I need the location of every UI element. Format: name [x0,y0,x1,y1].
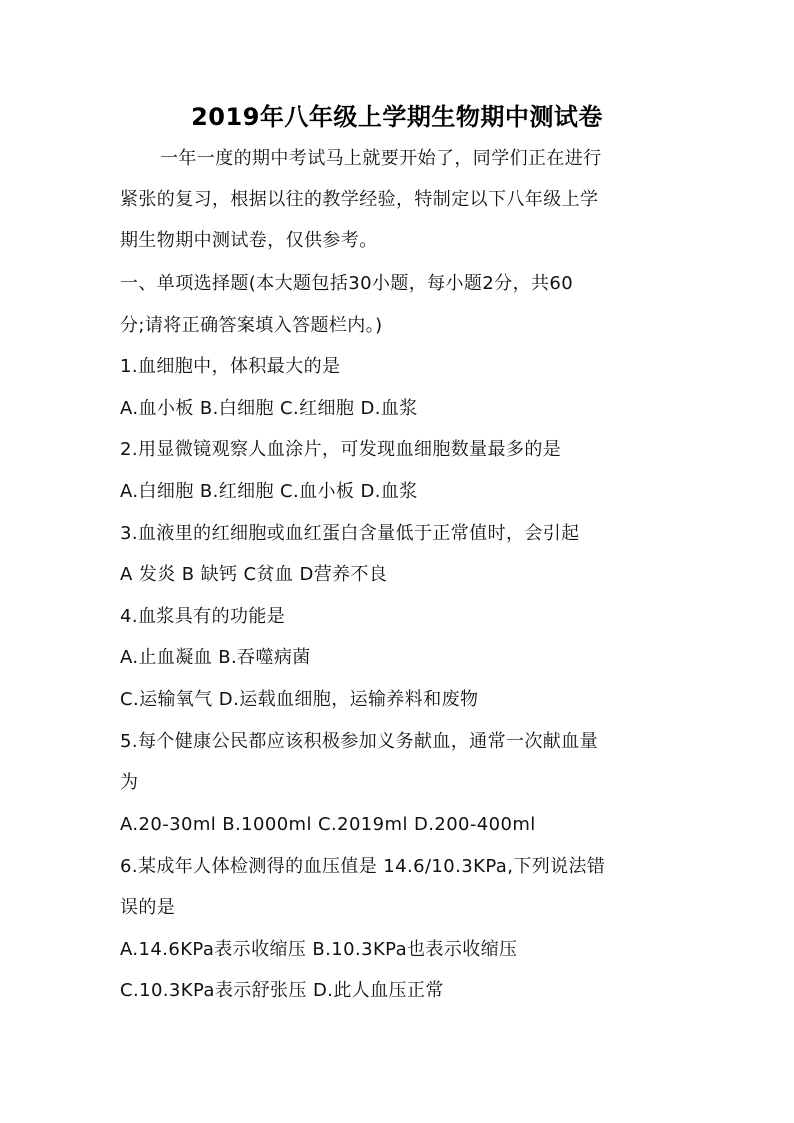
question-3-options: A 发炎 B 缺钙 C贫血 D营养不良 [120,564,388,585]
question-1-stem: 1.血细胞中，体积最大的是 [120,356,341,377]
intro-line-3: 期生物期中测试卷，仅供参考。 [120,230,378,251]
question-4-options-line-2: C.运输氧气 D.运载血细胞，运输养料和废物 [120,689,479,710]
question-1-options: A.血小板 B.白细胞 C.红细胞 D.血浆 [120,398,418,419]
question-5-options: A.20-30ml B.1000ml C.2019ml D.200-400ml [120,814,536,835]
question-2-options: A.白细胞 B.红细胞 C.血小板 D.血浆 [120,481,418,502]
question-3-stem: 3.血液里的红细胞或血红蛋白含量低于正常值时，会引起 [120,523,580,544]
question-4-options-line-1: A.止血凝血 B.吞噬病菌 [120,647,311,668]
question-6-stem-continued: 误的是 [120,897,176,918]
question-5-stem-continued: 为 [120,772,139,793]
section-heading-line-2: 分;请将正确答案填入答题栏内。) [120,315,383,336]
question-4-stem: 4.血浆具有的功能是 [120,606,286,627]
question-6-stem: 6.某成年人体检测得的血压值是 14.6/10.3KPa,下列说法错 [120,856,606,877]
question-6-options-line-2: C.10.3KPa表示舒张压 D.此人血压正常 [120,980,444,1001]
question-5-stem: 5.每个健康公民都应该积极参加义务献血，通常一次献血量 [120,731,598,752]
intro-line-2: 紧张的复习，根据以往的教学经验，特制定以下八年级上学 [120,189,599,210]
question-6-options-line-1: A.14.6KPa表示收缩压 B.10.3KPa也表示收缩压 [120,939,518,960]
document-title: 2019年八年级上学期生物期中测试卷 [191,103,603,131]
section-heading-line-1: 一、单项选择题(本大题包括30小题，每小题2分，共60 [120,273,574,294]
intro-line-1: 一年一度的期中考试马上就要开始了，同学们正在进行 [160,148,602,169]
question-2-stem: 2.用显微镜观察人血涂片，可发现血细胞数量最多的是 [120,439,562,460]
